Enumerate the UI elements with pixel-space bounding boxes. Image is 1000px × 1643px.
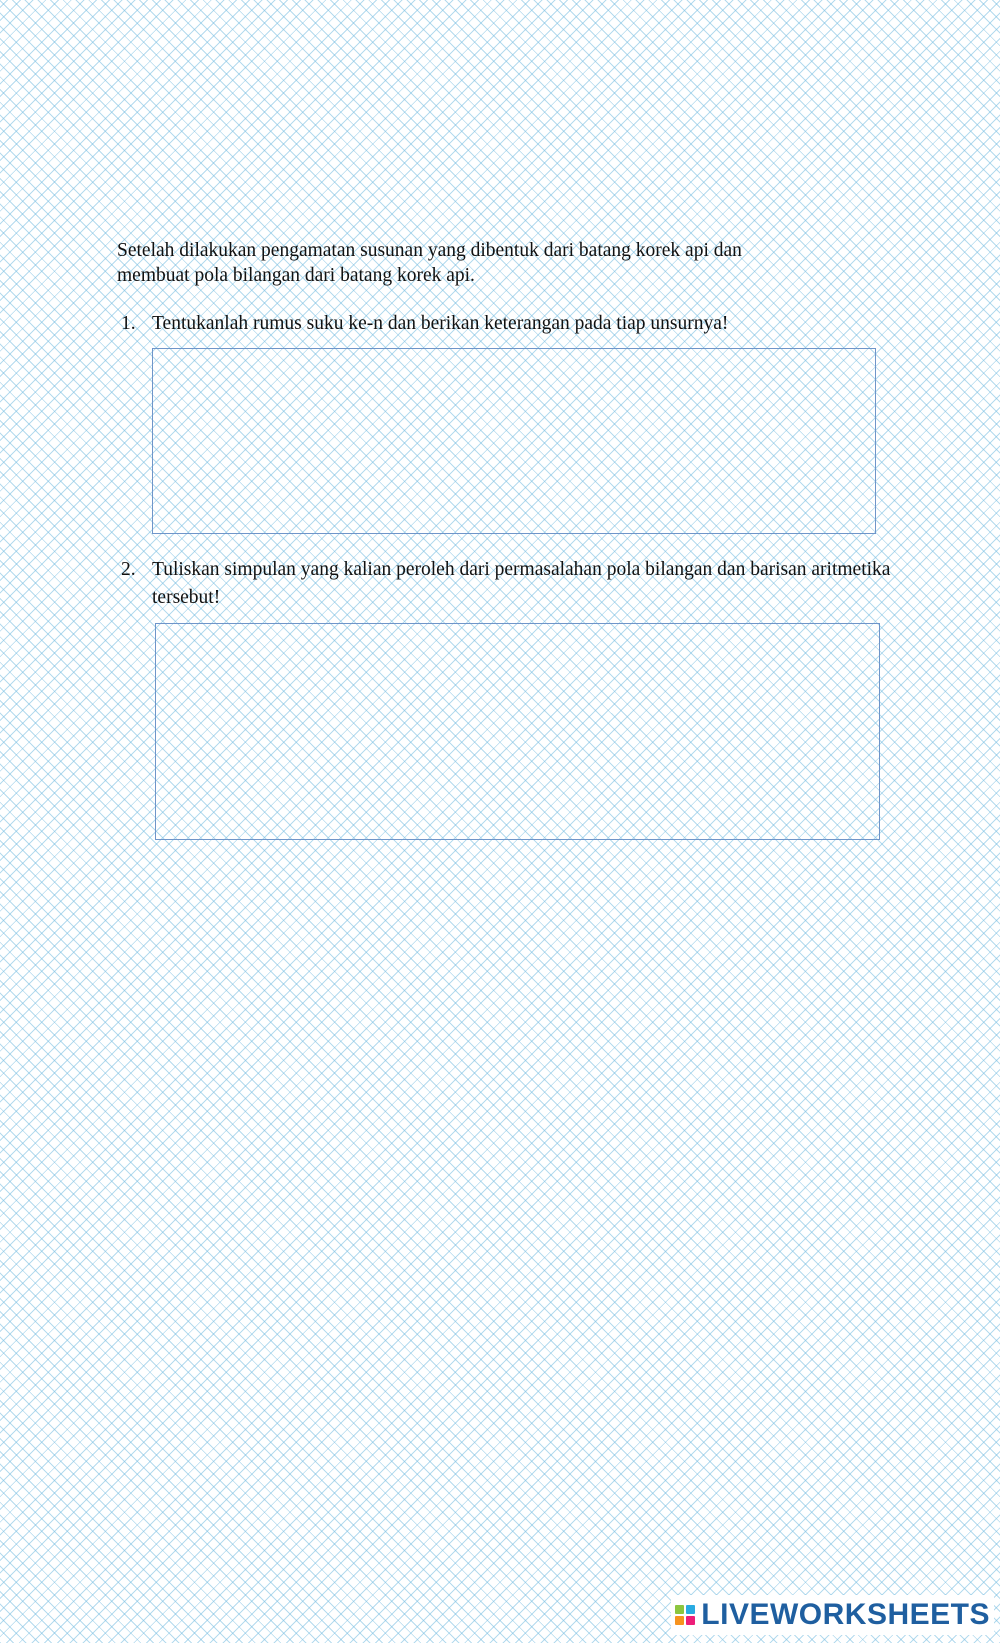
liveworksheets-logo-text: LIVEWORKSHEETS [701,1598,990,1631]
intro-line-2: membuat pola bilangan dari batang korek api. [117,265,475,286]
logo-square-blue [686,1605,695,1614]
question-2 [117,556,957,612]
intro-paragraph [117,238,817,288]
logo-square-pink [686,1616,695,1625]
question-1 [117,310,957,338]
liveworksheets-brand [671,1595,994,1635]
question-1-text: Tentukanlah rumus suku ke-n dan berikan keterangan pada tiap unsurnya! [152,313,729,334]
answer-box-2[interactable] [155,623,880,840]
question-2-number: 2. [121,559,136,580]
question-1-number: 1. [121,313,136,334]
logo-square-green [675,1605,684,1614]
question-2-text: Tuliskan simpulan yang kalian peroleh dari permasalahan pola bilangan dan barisan aritmetika tersebut! [152,559,891,608]
logo-square-orange [675,1616,684,1625]
answer-box-1[interactable] [152,348,876,534]
intro-line-1: Setelah dilakukan pengamatan susunan yang dibentuk dari batang korek api dan [117,240,742,261]
liveworksheets-logo-icon [675,1605,695,1625]
